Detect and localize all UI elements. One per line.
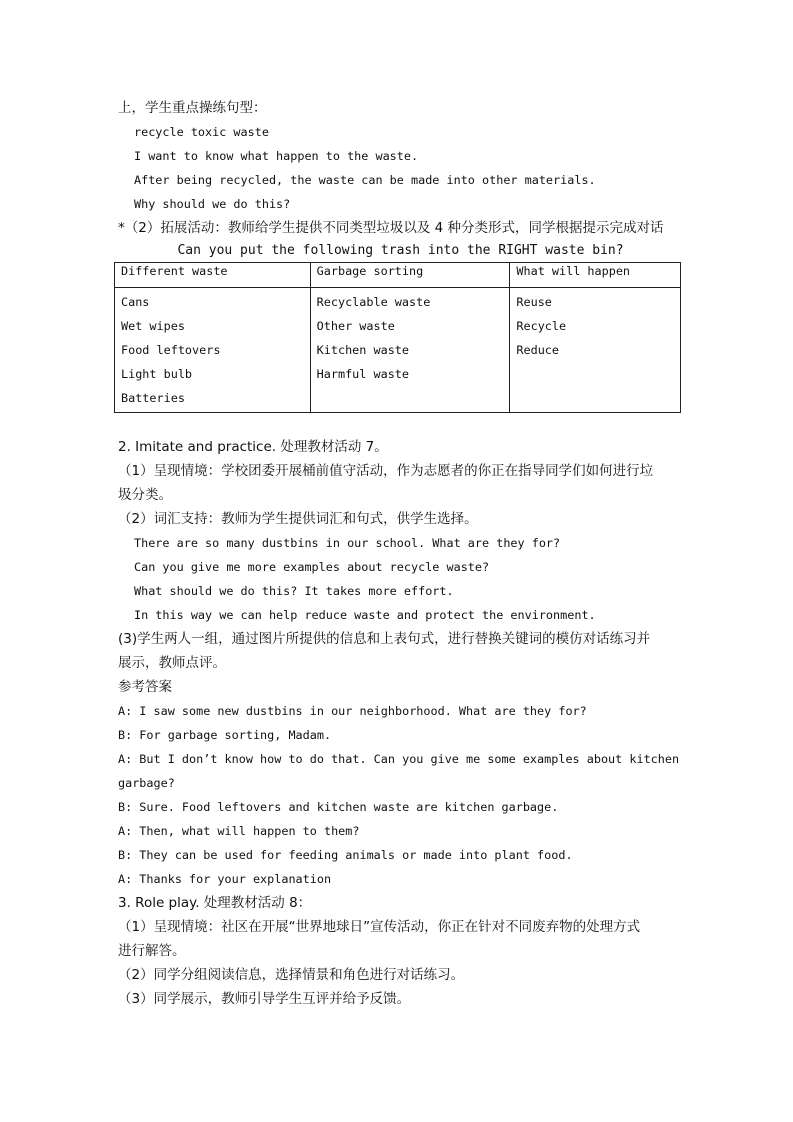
table-cell: Wet wipes [121, 319, 185, 333]
header-cell: Different waste [115, 263, 311, 288]
garbage-sorting-column [310, 288, 510, 413]
table-cell: Harmful waste [316, 367, 410, 381]
dialogue-line: A: Thanks for your explanation [118, 872, 332, 886]
table-cell: Kitchen waste [316, 343, 410, 357]
dialogue-line: A: But I don’t know how to do that. Can you give me some examples about kitchen [118, 752, 680, 766]
sentence-line: There are so many dustbins in our school. What are they for? [134, 536, 561, 550]
table-cell: Cans [121, 295, 150, 309]
dialogue-line: garbage? [118, 776, 175, 790]
dialogue-line: A: Then, what will happen to them? [118, 824, 360, 838]
table-cell: Reduce [516, 343, 560, 357]
section2-paragraph: 圾分类。 [118, 487, 172, 503]
table-cell: Batteries [121, 391, 185, 405]
header-cell: Garbage sorting [310, 263, 510, 288]
sentence-line: Why should we do this? [134, 197, 291, 211]
waste-table [114, 262, 681, 413]
table-cell: Recycle [516, 319, 567, 333]
dialogue-line: B: Sure. Food leftovers and kitchen waste are kitchen garbage. [118, 800, 559, 814]
section2-paragraph: (3)学生两人一组，通过图片所提供的信息和上表句式，进行替换关键词的模仿对话练习并 [118, 631, 651, 647]
section3-heading: 3. Role play. 处理教材活动 8： [118, 895, 312, 911]
top-heading: 上，学生重点操练句型： [118, 100, 267, 116]
sentence-line: recycle toxic waste [134, 125, 269, 139]
dialogue-line: B: They can be used for feeding animals or made into plant food. [118, 848, 573, 862]
document-page [118, 96, 683, 1011]
sentence-line: What should we do this? It takes more effort. [134, 584, 454, 598]
sentence-line: Can you give me more examples about recycle waste? [134, 560, 490, 574]
answer-label: 参考答案 [118, 679, 172, 695]
header-cell: What will happen [510, 263, 681, 288]
different-waste-column [115, 288, 311, 413]
section2-heading: 2. Imitate and practice. 处理教材活动 7。 [118, 439, 388, 455]
table-title: Can you put the following trash into the RIGHT waste bin? [177, 243, 624, 258]
table-cell: Food leftovers [121, 343, 221, 357]
dialogue-line: A: I saw some new dustbins in our neighborhood. What are they for? [118, 704, 587, 718]
section2-paragraph: （1）呈现情境：学校团委开展桶前值守活动，作为志愿者的你正在指导同学们如何进行垃 [118, 463, 654, 479]
sentence-line: In this way we can help reduce waste and protect the environment. [134, 608, 596, 622]
section2-paragraph: （2）词汇支持：教师为学生提供词汇和句式，供学生选择。 [118, 511, 478, 527]
table-body-row [115, 288, 681, 413]
table-header-row [115, 263, 681, 288]
section3-paragraph: （1）呈现情境：社区在开展“世界地球日”宣传活动，你正在针对不同废弃物的处理方式 [118, 919, 641, 935]
section3-paragraph: 进行解答。 [118, 943, 186, 959]
section3-paragraph: （3）同学展示，教师引导学生互评并给予反馈。 [118, 991, 411, 1007]
table-cell: Light bulb [121, 367, 193, 381]
table-cell: Other waste [316, 319, 395, 333]
section2-paragraph: 展示，教师点评。 [118, 655, 226, 671]
section3-paragraph: （2）同学分组阅读信息，选择情景和角色进行对话练习。 [118, 967, 465, 983]
what-will-happen-column [510, 288, 681, 413]
extension-activity: *（2）拓展活动：教师给学生提供不同类型垃圾以及 4 种分类形式，同学根据提示完成对话 [118, 220, 664, 236]
table-cell: Reuse [516, 295, 552, 309]
dialogue-line: B: For garbage sorting, Madam. [118, 728, 332, 742]
sentence-line: I want to know what happen to the waste. [134, 149, 419, 163]
table-cell: Recyclable waste [316, 295, 431, 309]
sentence-line: After being recycled, the waste can be made into other materials. [134, 173, 596, 187]
